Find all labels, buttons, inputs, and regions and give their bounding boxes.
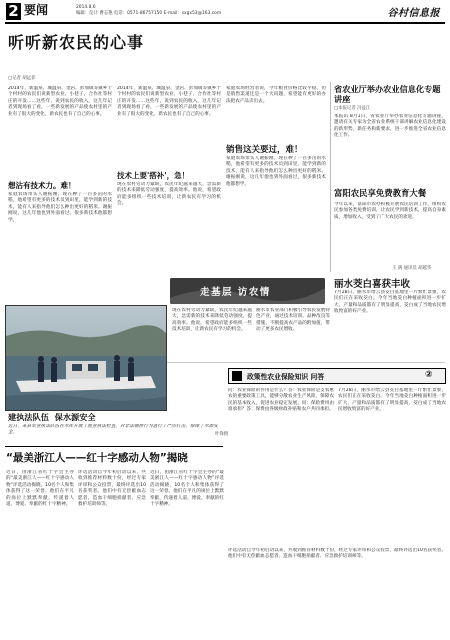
ad-banner (170, 278, 325, 304)
qa-body-continued: 评选活动自今年初启动以来，共收到推荐材料数十份，经过专家评审和公众投票，最终评选出10名获奖者。他们中有无偿献血志愿者、造血干细胞捐献者、应急救护培训师等。 (228, 548, 446, 560)
qa-box-title: 政策性农业保险知识 问答 (247, 373, 325, 381)
bottom-body-2: 评选活动自今年初启动以来，共收到推荐材料数十份，经过专家评审和公众投票，最终评选出10名获奖者。他们中有无偿献血志愿者、造血干细胞捐献者、应急救护培训师等。 (78, 470, 146, 508)
lead-body: 2014年，新温泉、城温泉、金岩、彭加镇等镇乡十个村村的农民们说新型农业、小巷子、合作社等村庄的开发……这些年，说到农民的收入，这几年记者到现场看了看，一些新发展的产品使农村里的产业有了很大的变化，新农民也有了自己的心事。 (8, 86, 112, 117)
lead-subhead-1: 想沾有技术力。难！ (8, 181, 76, 190)
qa-box-number: ② (425, 370, 433, 380)
page-number: 2 (6, 3, 21, 20)
col3-subhead: 销售这关要过，难！ (226, 145, 303, 155)
lead-body-col2: 2014年，新温泉、城温泉、金岩、彭加镇等镇乡十个村村的农民们说新型农业、小巷子、合作社等村庄的开发……这些年，说到农民的收入，这几年记者到现场看了看，一些新发展的产品使农村里的产业有了很大的变化，新农民也有了自己的心事。 (117, 86, 221, 117)
photo-caption-right: 保水源安全 (54, 412, 96, 422)
news-photo (5, 305, 167, 411)
header-date: 2014.8.6 (76, 5, 96, 10)
lead-headline: 听听新农民的心事 (8, 33, 145, 52)
ad-banner-label: 走基层 访农情 (200, 287, 271, 298)
qa-body-col1: 问：农业保险的作用是什么？答：农业保险是支农惠农的重要政策工具，能够分散农业生产风险，保障农民的基本收入，促进农业稳定发展。问：保险费用由谁承担？答：保费由各级财政补贴和农户共同承担。 (228, 388, 334, 413)
qa-box-header (228, 368, 446, 384)
lead-body-3: 现在农村劳动力紧缺，农民年纪越来越大，急需新的技术来降低劳动强度，提高效率。他说，希望政府能多组织一些技术培训，让新农民有学习的机会。 (117, 182, 221, 207)
photo-caption-title (8, 412, 96, 423)
qa-icon (232, 371, 242, 381)
header-contact: 编辑：仪计 曹志艳 电话：0571-86757150 E-mail：sxgx53@163.com (76, 11, 222, 16)
bottom-body-1: 近日，由浙江省红十字会主办的“最美浙江人——红十字感动人物”评选活动揭晓，10名个人和集体获得了这一荣誉。他们在平凡的岗位上默默奉献，传递着人道、博爱、奉献的红十字精神。 (6, 470, 74, 508)
right-article-3-body: 7月28日，丽水市缙云县茭白基地里一片繁忙景象，农民们正在采收茭白。今年当地茭白种植面积进一步扩大，产量和品质都有了明显提高，茭白成了当地农民增收致富的好产业。 (334, 290, 446, 315)
section-title: 要闻 (24, 3, 49, 17)
lead-subhead-2: 技术上要'搭补'，急！ (117, 171, 190, 180)
column-divider (330, 82, 331, 272)
qa-body-col2: 7月28日，丽水市缙云县茭白基地里一片繁忙景象，农民们正在采收茭白。今年当地茭白种植面积进一步扩大，产量和品质都有了明显提高，茭白成了当地农民增收致富的好产业。 (338, 388, 446, 413)
bottom-headline: “最美浙江人——红十字感动人物”揭晓 (6, 452, 188, 464)
bottom-rule (5, 446, 223, 447)
photo-caption-body: 近日，某县农业执法队伍在水库开展了渔业执法检查，对非法捕捞行为进行了严厉打击，保障了水源安全。 (8, 424, 218, 436)
bottom-body-3: 近日，由浙江省红十字会主办的“最美浙江人——红十字感动人物”评选活动揭晓，10名个人和集体获得了这一荣誉。他们在平凡的岗位上默默奉献，传递着人道、博爱、奉献的红十字精神。 (150, 470, 224, 508)
right-article-3-title: 丽水茭白喜获丰收 (334, 279, 411, 290)
lead-byline: □记者 胡远菲 (8, 76, 36, 81)
col3-body: 家庭农场带头人谢振刚，现在种了一百多亩的水稻，他希望有更多的技术员到田里，能学到新的技术，能有人来指导他们怎么种出更好的稻米。谢振刚说，这几年他也到外面看过，很多新技术他都想学。 (226, 156, 326, 187)
col3-body-top: 家庭农场经营者说，今年粮食价格比较平稳，但是销售渠道还是一个大问题，希望能有更好的办法把农产品卖出去。 (226, 86, 326, 104)
boat-patrol-photo (6, 306, 167, 411)
right-article-1-body: 本报讯 8月1日，省农业厅举办农业信息化专题讲座，邀请有关专家为全省农业系统干部讲解农业信息化建设的新形势、新任务和新要求，进一步推进全省农业信息化工作。 (334, 114, 446, 139)
middle-body-a: 现在农村劳动力紧缺，农民年纪越来越大，急需新的技术来降低劳动强度，提高效率。他说，希望政府能多组织一些技术培训，让新农民有学习的机会。 (172, 308, 252, 333)
photo-credit: 叶锋摄 (215, 432, 229, 437)
right-article-2-body: 今年以来，富阳市农办积极开展农民培训工作，组织农民参加各类免费培训，让农民学到新技术，提高自身素质，增加收入，受到了广大农民的欢迎。 (334, 202, 446, 220)
photo-caption-left: 建执法队伍 (8, 412, 49, 422)
lead-body-2: 家庭农场带头人谢振刚，现在种了一百多亩的水稻，他希望有更多的技术员到田里，能学到新的技术，能有人来指导他们怎么种出更好的稻米。谢振刚说，这几年他也到外面看过，很多新技术他都想学。 (8, 192, 112, 223)
middle-body-b: 丽水市农业部门积极引导农民发展特色产业，通过技术培训、品种改良等措施，不断提高农产品的附加值，带动了更多农民增收。 (256, 308, 330, 333)
header-rule (5, 22, 445, 24)
right-article-2-title: 富阳农民享免费教育大餐 (334, 188, 427, 198)
right-article-2-signature: 王 满 通讯员 胡越华 (392, 266, 432, 271)
masthead: 谷村信息报 (387, 8, 440, 19)
right-article-1-title: 省农业厅举办农业信息化专题讲座 (334, 84, 441, 104)
header-meta (76, 5, 221, 17)
right-article-1-byline: □本报记者 冯益江 (334, 106, 371, 111)
